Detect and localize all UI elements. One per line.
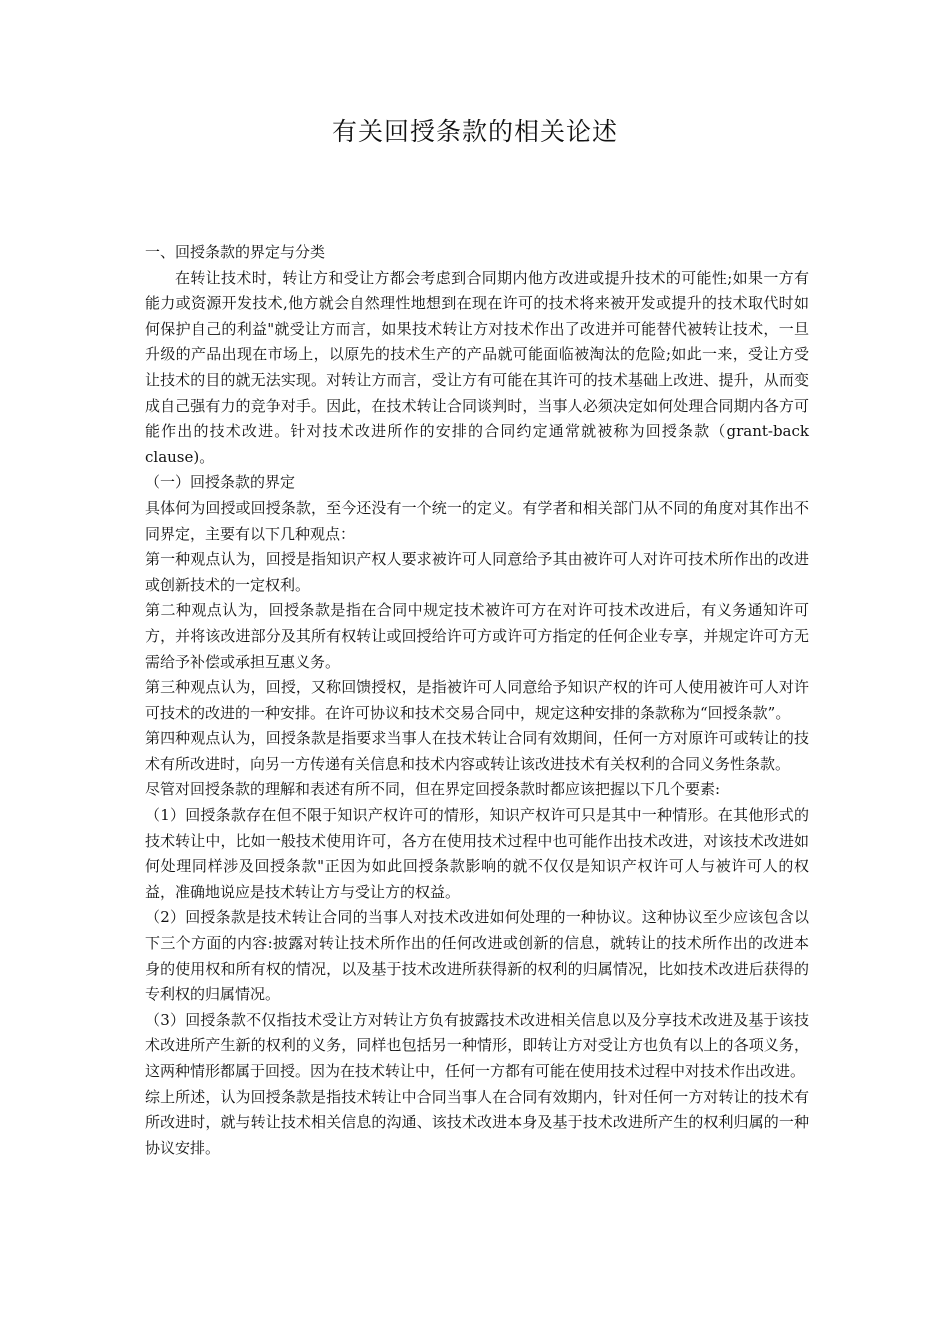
view-1-paragraph: 第一种观点认为，回授是指知识产权人要求被许可人同意给予其由被许可人对许可技术所作出的改进或创新技术的一定权利。 xyxy=(145,550,809,594)
conclusion-paragraph: 综上所述，认为回授条款是指技术转让中合同当事人在合同有效期内，针对任何一方对转让的技术有所改进时，就与转让技术相关信息的沟通、该技术改进本身及基于技术改进所产生的权利归属的一种协议安排。 xyxy=(145,1087,809,1157)
section-heading: 一、回授条款的界定与分类 xyxy=(145,243,326,261)
view-4-paragraph: 第四种观点认为，回授条款是指要求当事人在技术转让合同有效期间，任何一方对原许可或转让的技术有所改进时，向另一方传递有关信息和技术内容或转让该改进技术有关权利的合同义务性条款。 xyxy=(145,729,809,773)
intro-paragraph: 在转让技术时，转让方和受让方都会考虑到合同期内他方改进或提升技术的可能性;如果一方有能力或资源开发技术,他方就会自然理性地想到在现在许可的技术将来被开发或提升的技术取代时如何保护自己的利益"就受让方而言，如果技术转让方对技术作出了改进并可能替代被转让技术，一旦升级的产品出现在市场上，以原先的技术生产的产品就可能面临被淘汰的危险;如此一来，受让方受让技术的目的就无法实现。对转让方而言，受让方有可能在其许可的技术基础上改进、提升，从而变成自己强有力的竞争对手。因此，在技术转让合同谈判时，当事人必须决定如何处理合同期内各方可能作出的技术改进。针对技术改进所作的安排的合同约定通常就被称为回授条款（grant-back clause)。 xyxy=(145,268,809,466)
document-body xyxy=(145,240,809,1161)
element-1-paragraph: （1）回授条款存在但不限于知识产权许可的情形，知识产权许可只是其中一种情形。在其他形式的技术转让中，比如一般技术使用许可，各方在使用技术过程中也可能作出技术改进，对该技术改进如何处理同样涉及回授条款"正因为如此回授条款影响的就不仅仅是知识产权许可人与被许可人的权益，准确地说应是技术转让方与受让方的权益。 xyxy=(145,806,809,901)
subsection-heading: （一）回授条款的界定 xyxy=(145,473,296,492)
view-3-paragraph: 第三种观点认为，回授，又称回馈授权，是指被许可人同意给予知识产权的许可人使用被许可人对许可技术的改进的一种安排。在许可协议和技术交易合同中，规定这种安排的条款称为“回授条款”。 xyxy=(145,678,809,722)
elements-intro-paragraph: 尽管对回授条款的理解和表述有所不同，但在界定回授条款时都应该把握以下几个要素: xyxy=(145,780,721,799)
view-2-paragraph: 第二种观点认为，回授条款是指在合同中规定技术被许可方在对许可技术改进后，有义务通知许可方，并将该改进部分及其所有权转让或回授给许可方或许可方指定的任何企业专享，并规定许可方无需给予补偿或承担互惠义务。 xyxy=(145,601,809,671)
element-3-paragraph: （3）回授条款不仅指技术受让方对转让方负有披露技术改进相关信息以及分享技术改进及基于该技术改进所产生新的权利的义务，同样也包括另一种情形，即转让方对受让方也负有以上的各项义务，这两种情形都属于回授。因为在技术转让中，任何一方都有可能在使用技术过程中对技术作出改进。 xyxy=(145,1010,809,1080)
element-2-paragraph: （2）回授条款是技术转让合同的当事人对技术改进如何处理的一种协议。这种协议至少应该包含以下三个方面的内容:披露对转让技术所作出的任何改进或创新的信息，就转让的技术所作出的改进本身的使用权和所有权的情况，以及基于技术改进所获得新的权利的归属情况，比如技术改进后获得的专利权的归属情况。 xyxy=(145,908,809,1004)
document-title: 有关回授条款的相关论述 xyxy=(331,117,618,146)
definition-intro-paragraph: 具体何为回授或回授条款，至今还没有一个统一的定义。有学者和相关部门从不同的角度对其作出不同界定，主要有以下几种观点： xyxy=(145,498,809,543)
